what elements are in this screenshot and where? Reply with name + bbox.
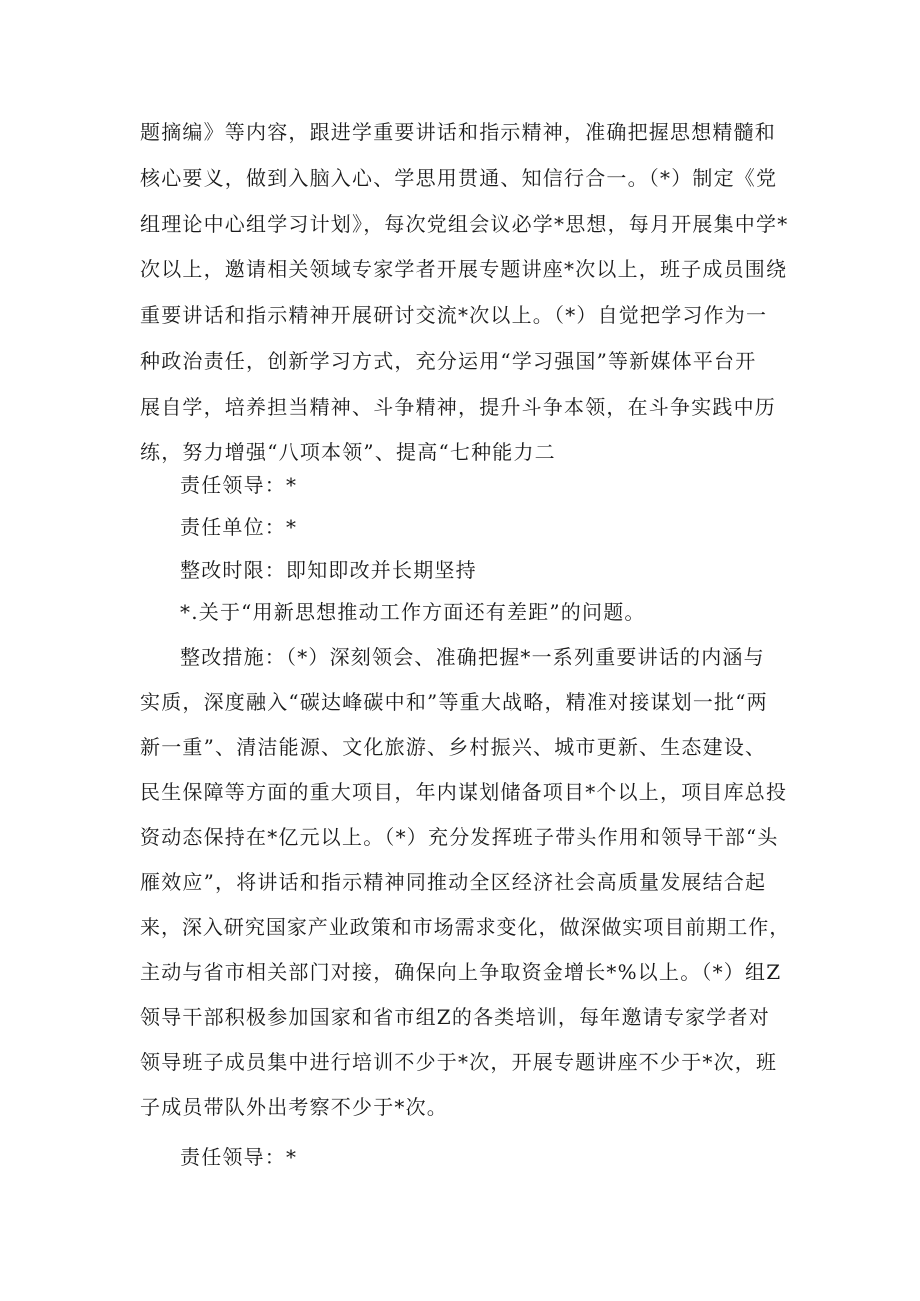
text-line: 实质，深度融入“碳达峰碳中和”等重大战略，精准对接谋划一批“两 (140, 690, 768, 714)
responsible-unit-line: 责任单位：* (180, 515, 298, 539)
responsible-leader-line: 责任领导：* (180, 1145, 298, 1169)
deadline-line: 整改时限：即知即改并长期坚持 (180, 558, 477, 582)
text-line: 展自学，培养担当精神、斗争精神，提升斗争本领，在斗争实践中历 (140, 395, 776, 419)
text-line: 核心要义，做到入脑入心、学思用贯通、知信行合一。（*）制定《党 (140, 166, 778, 190)
text-line: 主动与省市相关部门对接，确保向上争取资金增长*%以上。（*）组Z (140, 960, 782, 984)
text-line: 子成员带队外出考察不少于*次。 (140, 1095, 448, 1119)
text-line: 次以上，邀请相关领域专家学者开展专题讲座*次以上，班子成员围绕 (140, 257, 788, 281)
issue-heading: *.关于“用新思想推动工作方面还有差距”的问题。 (180, 600, 646, 624)
text-line: 领导干部积极参加国家和省市组Z的各类培训，每年邀请专家学者对 (140, 1005, 770, 1029)
text-line: 民生保障等方面的重大项目，年内谋划储备项目*个以上，项目库总投 (140, 780, 788, 804)
text-line: 来，深入研究国家产业政策和市场需求变化，做深做实项目前期工作， (140, 915, 791, 939)
text-line: 雁效应”，将讲话和指示精神同推动全区经济社会高质量发展结合起 (140, 870, 767, 894)
text-line: 种政治责任，创新学习方式，充分运用“学习强国”等新媒体平台开 (140, 349, 757, 373)
text-line: 练，努力增强“八项本领”、提高“七种能力二 (140, 440, 556, 464)
text-line: 组理论中心组学习计划》，每次党组会议必学*思想，每月开展集中学* (140, 212, 789, 236)
text-line: 新一重”、清洁能源、文化旅游、乡村振兴、城市更新、生态建设、 (140, 735, 767, 759)
text-line: 领导班子成员集中进行培训不少于*次，开展专题讲座不少于*次，班 (140, 1050, 778, 1074)
text-line: 重要讲话和指示精神开展研讨交流*次以上。（*）自觉把学习作为一 (140, 303, 768, 327)
text-line: 整改措施：（*）深刻领会、准确把握*一系列重要讲话的内涵与 (180, 645, 765, 669)
text-line: 题摘编》等内容，跟进学重要讲话和指示精神，准确把握思想精髓和 (140, 120, 776, 144)
responsible-leader-line: 责任领导：* (180, 473, 298, 497)
text-line: 资动态保持在*亿元以上。（*）充分发挥班子带头作用和领导干部“头 (140, 825, 779, 849)
